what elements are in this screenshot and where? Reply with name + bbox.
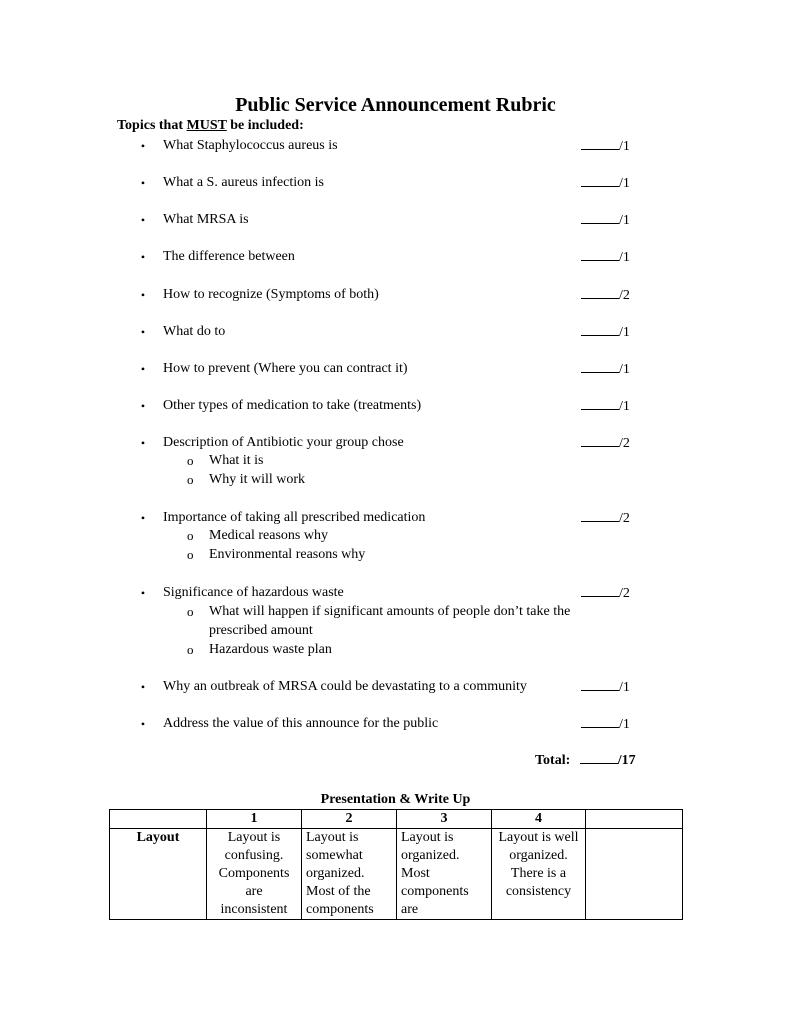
bullet-icon: •	[140, 717, 146, 731]
row-label-text: Layout	[136, 830, 180, 845]
topic-item	[0, 714, 791, 734]
topic-item-text: What do to	[163, 324, 226, 339]
total-line	[535, 750, 636, 769]
topic-item-text: Significance of hazardous waste	[163, 585, 344, 600]
table-cell	[302, 829, 397, 920]
topic-subitem	[0, 602, 791, 638]
bullet-icon: •	[140, 399, 146, 413]
topic-score	[581, 173, 630, 194]
table-cell-text: Layout is organized. Most components are	[401, 830, 469, 917]
topic-score	[581, 583, 630, 604]
topic-score	[581, 247, 630, 268]
topic-points: /1	[619, 680, 630, 695]
total-points: /17	[617, 753, 636, 768]
topic-item	[0, 677, 791, 697]
bullet-icon: •	[140, 680, 146, 694]
topic-points: /1	[619, 362, 630, 377]
score-blank	[581, 433, 619, 447]
score-blank	[581, 583, 619, 597]
table-header-cell	[586, 810, 683, 829]
topic-item	[0, 322, 791, 342]
topic-score	[581, 322, 630, 343]
topics-heading-prefix: Topics that	[117, 118, 187, 133]
sub-bullet-icon: o	[187, 642, 194, 657]
table-cell-text	[590, 829, 678, 919]
table-header-cell: 2	[302, 810, 397, 829]
topic-points: /1	[619, 176, 630, 191]
score-blank	[581, 173, 619, 187]
topic-item-text: What Staphylococcus aureus is	[163, 138, 338, 153]
topic-item	[0, 285, 791, 305]
bullet-icon: •	[140, 139, 146, 153]
table-cell-text: Layout is well organized. There is a consistency	[498, 830, 579, 899]
topic-item	[0, 210, 791, 230]
topic-item	[0, 359, 791, 379]
topic-item-text: The difference between	[163, 249, 295, 264]
topic-item	[0, 583, 791, 603]
table-cell	[586, 829, 683, 920]
bullet-icon: •	[140, 586, 146, 600]
topic-item	[0, 433, 791, 453]
topic-score	[581, 714, 630, 735]
topic-subitem	[0, 640, 791, 659]
topic-item-text: What a S. aureus infection is	[163, 175, 324, 190]
table-cell	[397, 829, 492, 920]
table-cell	[207, 829, 302, 920]
topics-heading-suffix: be included:	[226, 118, 304, 133]
topic-item	[0, 247, 791, 267]
topic-item-text: Why an outbreak of MRSA could be devastating to a community	[163, 679, 527, 694]
topic-item	[0, 396, 791, 416]
row-label	[110, 829, 207, 920]
sub-bullet-icon: o	[187, 528, 194, 543]
score-blank	[581, 322, 619, 336]
topic-item	[0, 136, 791, 156]
topic-item-text: What MRSA is	[163, 212, 249, 227]
topic-subitem-text: What it is	[209, 453, 264, 468]
topic-points: /2	[619, 288, 630, 303]
topic-subitem	[0, 470, 791, 489]
rubric-table	[109, 809, 683, 920]
score-blank	[581, 210, 619, 224]
bullet-icon: •	[140, 325, 146, 339]
topic-points: /1	[619, 399, 630, 414]
topic-points: /1	[619, 213, 630, 228]
topic-subitem-text: Why it will work	[209, 472, 306, 487]
table-header-cell: 4	[492, 810, 586, 829]
topic-score	[581, 396, 630, 417]
topic-item-text: Importance of taking all prescribed medication	[163, 510, 426, 525]
bullet-icon: •	[140, 250, 146, 264]
sub-bullet-icon: o	[187, 453, 194, 468]
bullet-icon: •	[140, 362, 146, 376]
score-blank	[581, 396, 619, 410]
bullet-icon: •	[140, 288, 146, 302]
topic-item-text: How to prevent (Where you can contract it)	[163, 361, 408, 376]
table-cell	[492, 829, 586, 920]
topic-score	[581, 677, 630, 698]
table-row	[110, 829, 683, 920]
topic-item-text: How to recognize (Symptoms of both)	[163, 287, 379, 302]
bullet-icon: •	[140, 436, 146, 450]
document-title: Public Service Announcement Rubric	[235, 94, 556, 116]
topic-subitem-text: Medical reasons why	[209, 528, 328, 543]
score-blank	[581, 359, 619, 373]
topic-points: /1	[619, 717, 630, 732]
topic-points: /2	[619, 511, 630, 526]
table-cell-text: Layout is somewhat organized. Most of the components	[306, 830, 374, 917]
topic-points: /1	[619, 139, 630, 154]
bullet-icon: •	[140, 511, 146, 525]
score-blank	[581, 508, 619, 522]
sub-bullet-icon: o	[187, 472, 194, 487]
table-cell-text: Layout is confusing. Components are inconsistent	[218, 830, 290, 917]
topic-score	[581, 210, 630, 231]
topics-heading	[117, 118, 304, 134]
topic-points: /1	[619, 250, 630, 265]
topic-item	[0, 508, 791, 528]
score-blank	[581, 714, 619, 728]
topic-score	[581, 285, 630, 306]
total-label: Total:	[535, 753, 571, 768]
topics-heading-emphasis: MUST	[186, 118, 227, 133]
score-blank	[581, 677, 619, 691]
table-body	[110, 829, 683, 920]
bullet-icon: •	[140, 176, 146, 190]
table-header-cell: 1	[207, 810, 302, 829]
topic-item	[0, 173, 791, 193]
topic-score	[581, 136, 630, 157]
table-header-cell: 3	[397, 810, 492, 829]
table-header-row	[110, 810, 683, 829]
sub-bullet-icon: o	[187, 604, 194, 619]
topic-item-text: Other types of medication to take (treatments)	[163, 398, 422, 413]
topic-points: /1	[619, 325, 630, 340]
total-blank	[580, 750, 618, 764]
bullet-icon: •	[140, 213, 146, 227]
score-blank	[581, 136, 619, 150]
topic-subitem	[0, 526, 791, 545]
table-caption: Presentation & Write Up	[320, 792, 471, 807]
topic-subitem	[0, 545, 791, 564]
topic-points: /2	[619, 436, 630, 451]
table-header-cell	[110, 810, 207, 829]
topic-subitem	[0, 451, 791, 470]
topic-points: /2	[619, 586, 630, 601]
topic-subitem-text: Environmental reasons why	[209, 547, 366, 562]
topic-subitem-text: What will happen if significant amounts of people don’t take the prescribed amount	[209, 604, 571, 638]
topic-subitem-text: Hazardous waste plan	[209, 642, 332, 657]
sub-bullet-icon: o	[187, 547, 194, 562]
topic-item-text: Description of Antibiotic your group chose	[163, 435, 404, 450]
topic-item-text: Address the value of this announce for the public	[163, 716, 439, 731]
score-blank	[581, 247, 619, 261]
score-blank	[581, 285, 619, 299]
topic-score	[581, 359, 630, 380]
